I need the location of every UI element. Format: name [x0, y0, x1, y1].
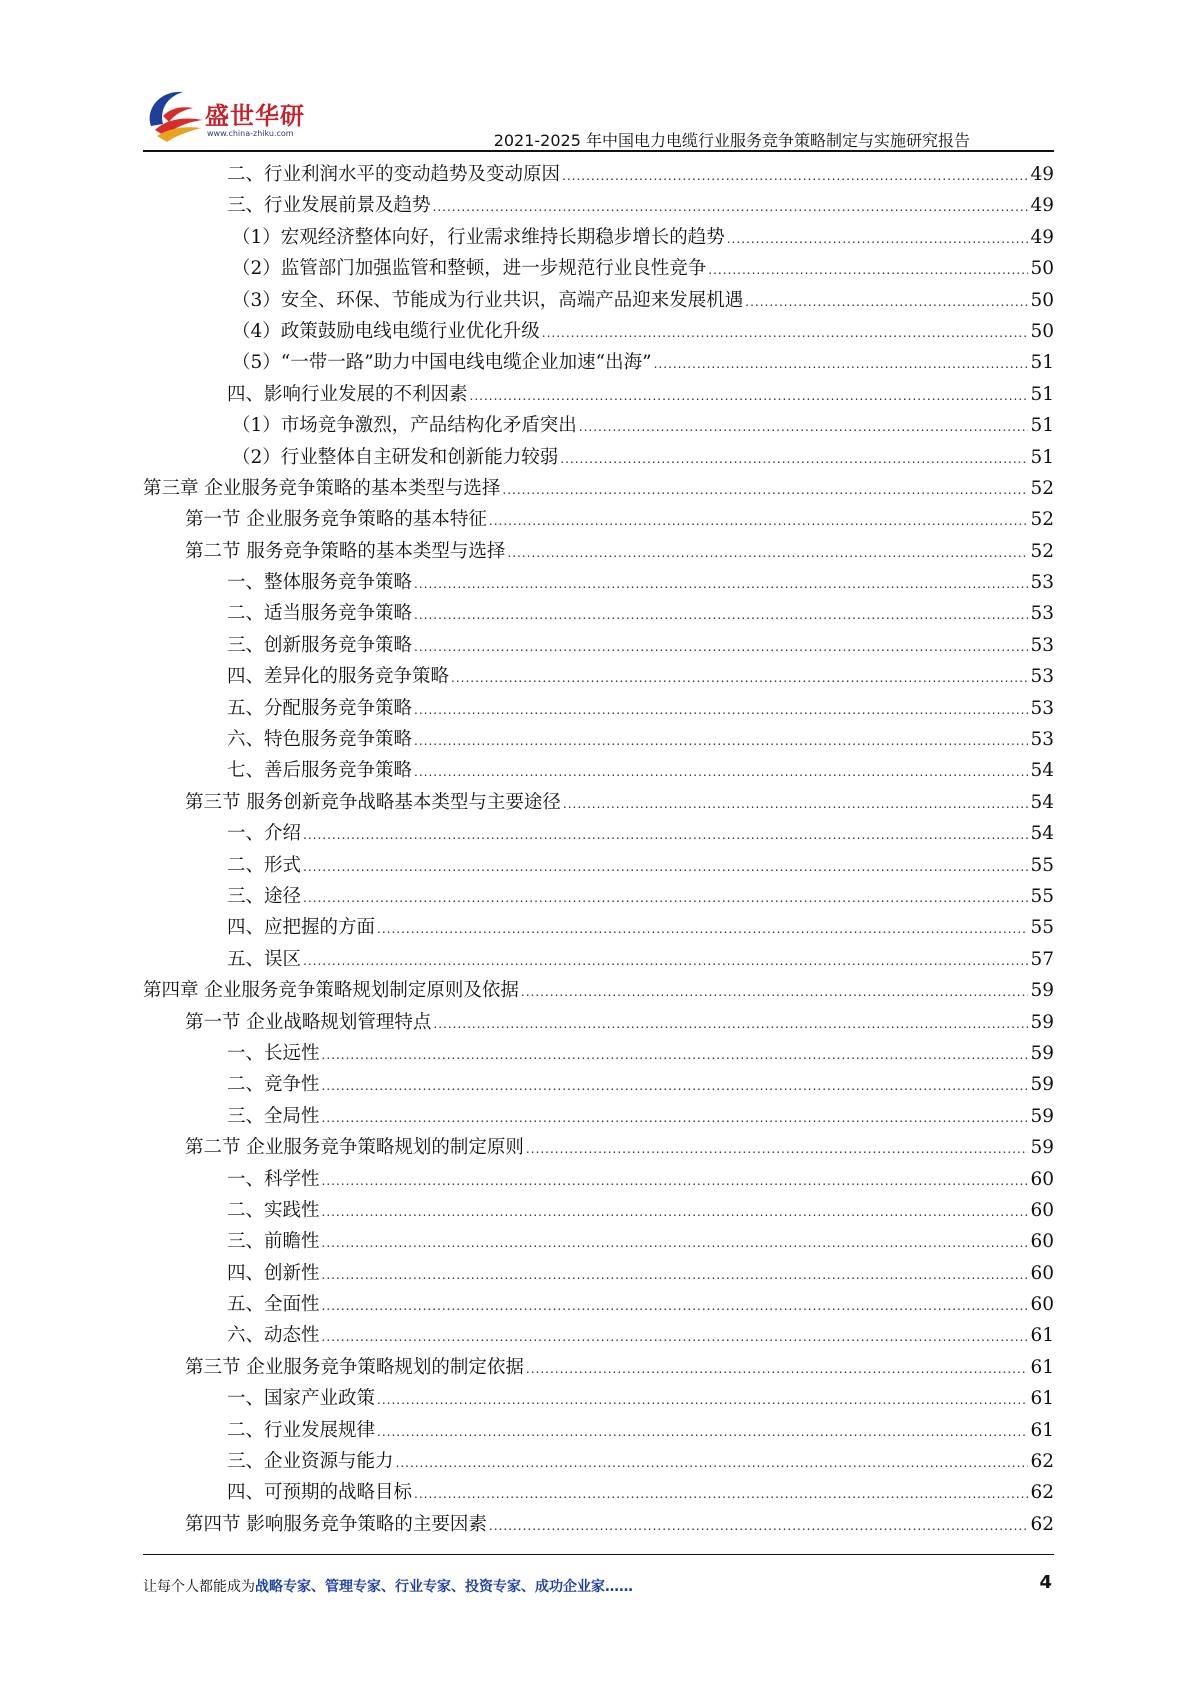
toc-entry-title: 四、创新性 — [227, 1262, 320, 1284]
toc-entry-page: 50 — [1030, 258, 1054, 280]
toc-entry[interactable] — [143, 1320, 1054, 1351]
company-logo — [143, 86, 333, 146]
toc-entry[interactable] — [143, 850, 1054, 881]
toc-entry[interactable] — [143, 442, 1054, 473]
toc-entry-page: 53 — [1030, 729, 1054, 751]
toc-leader-dots — [303, 946, 1028, 977]
toc-entry-title: 一、长远性 — [227, 1042, 320, 1064]
toc-entry-title: 第二节 服务竞争策略的基本类型与选择 — [185, 540, 506, 562]
toc-entry-title: 二、适当服务竞争策略 — [227, 603, 413, 625]
toc-entry[interactable] — [143, 1101, 1054, 1132]
toc-entry-page: 61 — [1030, 1325, 1054, 1347]
slogan-highlight: 战略专家、管理专家、行业专家、投资专家、成功企业家…… — [255, 1579, 633, 1595]
toc-entry-page: 53 — [1030, 666, 1054, 688]
toc-entry[interactable] — [143, 190, 1054, 221]
toc-leader-dots — [708, 255, 1028, 286]
toc-entry[interactable] — [143, 159, 1054, 190]
toc-leader-dots — [654, 349, 1029, 380]
toc-entry[interactable] — [143, 724, 1054, 755]
toc-leader-dots — [322, 1291, 1029, 1322]
toc-entry-page: 51 — [1030, 352, 1054, 374]
toc-entry[interactable] — [143, 630, 1054, 661]
toc-entry-title: 三、前瞻性 — [227, 1231, 320, 1253]
toc-leader-dots — [502, 475, 1028, 506]
toc-entry-page: 50 — [1030, 289, 1054, 311]
logo-name: 盛世华研 — [205, 102, 305, 130]
toc-entry-page: 51 — [1030, 383, 1054, 405]
toc-leader-dots — [414, 600, 1028, 631]
toc-entry-title: 六、动态性 — [227, 1325, 320, 1347]
toc-leader-dots — [377, 914, 1028, 945]
toc-entry-page: 59 — [1030, 980, 1054, 1002]
toc-entry[interactable] — [143, 1509, 1054, 1540]
toc-entry[interactable] — [143, 1446, 1054, 1477]
toc-entry-title: 六、特色服务竞争策略 — [227, 729, 413, 751]
toc-entry-page: 59 — [1030, 1042, 1054, 1064]
toc-entry[interactable] — [143, 567, 1054, 598]
toc-leader-dots — [322, 1040, 1029, 1071]
toc-entry-page: 51 — [1030, 415, 1054, 437]
toc-entry-title: 七、善后服务竞争策略 — [227, 760, 413, 782]
toc-entry[interactable] — [143, 1226, 1054, 1257]
toc-entry-title: 二、行业利润水平的变动趋势及变动原因 — [227, 164, 561, 185]
toc-leader-dots — [303, 883, 1028, 914]
toc-entry[interactable] — [143, 912, 1054, 943]
toc-entry[interactable] — [143, 379, 1054, 410]
toc-entry-title: 第二节 企业服务竞争策略规划的制定原则 — [185, 1137, 524, 1159]
toc-entry-title: 第一节 企业服务竞争策略的基本特征 — [185, 509, 487, 531]
toc-entry[interactable] — [143, 1164, 1054, 1195]
toc-leader-dots — [451, 663, 1028, 694]
toc-leader-dots — [414, 569, 1028, 600]
toc-entry-title: 一、国家产业政策 — [227, 1388, 376, 1410]
toc-entry-page: 59 — [1030, 1074, 1054, 1096]
toc-entry-title: 四、影响行业发展的不利因素 — [227, 383, 468, 405]
toc-leader-dots — [526, 1134, 1029, 1165]
header-divider — [143, 150, 1054, 152]
toc-leader-dots — [322, 1322, 1029, 1353]
toc-entry[interactable] — [143, 1415, 1054, 1446]
toc-leader-dots — [433, 192, 1029, 223]
logo-url: www.china-zhiku.com — [207, 129, 294, 138]
toc-entry-page: 60 — [1030, 1231, 1054, 1253]
toc-entry-title: 三、行业发展前景及趋势 — [227, 195, 431, 217]
toc-entry-page: 60 — [1030, 1199, 1054, 1221]
toc-entry[interactable] — [143, 536, 1054, 567]
toc-entry-title: 第三节 企业服务竞争策略规划的制定依据 — [185, 1356, 524, 1378]
toc-entry-title: 二、实践性 — [227, 1199, 320, 1221]
toc-entry-title: 三、创新服务竞争策略 — [227, 634, 413, 656]
toc-entry-page: 59 — [1030, 1105, 1054, 1127]
toc-entry-title: 二、行业发展规律 — [227, 1419, 376, 1441]
toc-entry-page: 53 — [1030, 634, 1054, 656]
toc-entry[interactable] — [143, 410, 1054, 441]
toc-entry-title: 一、整体服务竞争策略 — [227, 572, 413, 594]
toc-entry-page: 53 — [1030, 603, 1054, 625]
footer-slogan — [143, 1576, 633, 1596]
toc-entry[interactable] — [143, 1038, 1054, 1069]
toc-entry-page: 55 — [1030, 885, 1054, 907]
toc-entry[interactable] — [143, 1383, 1054, 1414]
toc-leader-dots — [727, 224, 1029, 255]
toc-entry-page: 57 — [1030, 948, 1054, 970]
toc-entry-title: （2）监管部门加强监管和整顿，进一步规范行业良性竞争 — [232, 258, 707, 280]
toc-entry[interactable] — [143, 473, 1054, 504]
toc-entry-title: 第一节 企业战略规划管理特点 — [185, 1011, 432, 1033]
toc-leader-dots — [542, 318, 1029, 349]
toc-entry[interactable] — [143, 1289, 1054, 1320]
toc-entry-title: （4）政策鼓励电线电缆行业优化升级 — [232, 320, 540, 342]
slogan-prefix: 让每个人都能成为 — [143, 1579, 255, 1595]
toc-entry-page: 49 — [1030, 164, 1054, 185]
toc-entry[interactable] — [143, 1069, 1054, 1100]
toc-entry-page: 53 — [1030, 572, 1054, 594]
toc-entry-title: （1）市场竞争激烈，产品结构化矛盾突出 — [232, 415, 577, 437]
toc-entry-page: 61 — [1030, 1356, 1054, 1378]
toc-entry-title: 一、科学性 — [227, 1168, 320, 1190]
toc-entry-title: 三、企业资源与能力 — [227, 1451, 394, 1473]
page-number: 4 — [1039, 1572, 1052, 1593]
toc-entry-page: 54 — [1030, 791, 1054, 813]
toc-entry-page: 52 — [1030, 540, 1054, 562]
toc-entry[interactable] — [143, 693, 1054, 724]
toc-entry-page: 62 — [1030, 1482, 1054, 1504]
toc-leader-dots — [322, 1103, 1029, 1134]
toc-entry-page: 53 — [1030, 697, 1054, 719]
toc-leader-dots — [303, 852, 1028, 883]
toc-entry-title: 二、形式 — [227, 854, 302, 876]
toc-entry-page: 60 — [1030, 1168, 1054, 1190]
toc-entry-page: 54 — [1030, 823, 1054, 845]
toc-leader-dots — [521, 977, 1029, 1008]
toc-entry[interactable] — [143, 1132, 1054, 1163]
toc-entry-page: 59 — [1030, 1011, 1054, 1033]
toc-leader-dots — [414, 1479, 1028, 1510]
toc-entry-title: 第三节 服务创新竞争战略基本类型与主要途径 — [185, 791, 561, 813]
toc-entry-title: （5）“一带一路”助力中国电线电缆企业加速“出海” — [232, 352, 652, 374]
toc-leader-dots — [322, 1228, 1029, 1259]
toc-entry-page: 49 — [1030, 195, 1054, 217]
toc-leader-dots — [322, 1166, 1029, 1197]
toc-entry-page: 62 — [1030, 1451, 1054, 1473]
toc-leader-dots — [563, 789, 1029, 820]
toc-leader-dots — [526, 1354, 1029, 1385]
toc-entry-page: 59 — [1030, 1137, 1054, 1159]
toc-entry-title: 四、差异化的服务竞争策略 — [227, 666, 450, 688]
toc-entry-title: 第四节 影响服务竞争策略的主要因素 — [185, 1513, 487, 1535]
toc-entry[interactable] — [143, 1195, 1054, 1226]
toc-entry-page: 52 — [1030, 509, 1054, 531]
toc-leader-dots — [414, 695, 1028, 726]
toc-entry[interactable] — [143, 1007, 1054, 1038]
toc-entry[interactable] — [143, 661, 1054, 692]
toc-leader-dots — [745, 287, 1028, 318]
toc-entry-page: 55 — [1030, 854, 1054, 876]
toc-entry[interactable] — [143, 285, 1054, 316]
toc-entry-page: 61 — [1030, 1419, 1054, 1441]
toc-entry-title: 五、全面性 — [227, 1294, 320, 1316]
toc-entry-page: 60 — [1030, 1262, 1054, 1284]
toc-leader-dots — [414, 726, 1028, 757]
toc-leader-dots — [322, 1260, 1029, 1291]
toc-entry-page: 61 — [1030, 1388, 1054, 1410]
toc-leader-dots — [562, 161, 1028, 192]
toc-leader-dots — [377, 1385, 1028, 1416]
toc-leader-dots — [322, 1071, 1029, 1102]
toc-entry-title: 第四章 企业服务竞争策略规划制定原则及依据 — [143, 980, 519, 1002]
table-of-contents — [143, 159, 1054, 1540]
toc-entry[interactable] — [143, 222, 1054, 253]
toc-leader-dots — [322, 1197, 1029, 1228]
toc-entry-title: （2）行业整体自主研发和创新能力较弱 — [232, 446, 559, 468]
toc-entry-title: 三、途径 — [227, 885, 302, 907]
toc-entry[interactable] — [143, 1258, 1054, 1289]
page-header — [0, 0, 1191, 150]
toc-entry-title: 第三章 企业服务竞争策略的基本类型与选择 — [143, 477, 501, 499]
toc-entry-title: 五、误区 — [227, 948, 302, 970]
toc-entry-page: 60 — [1030, 1294, 1054, 1316]
toc-entry[interactable] — [143, 316, 1054, 347]
toc-entry-title: 四、应把握的方面 — [227, 917, 376, 939]
toc-leader-dots — [579, 412, 1029, 443]
toc-entry-title: （1）宏观经济整体向好，行业需求维持长期稳步增长的趋势 — [232, 226, 725, 248]
toc-entry[interactable] — [143, 347, 1054, 378]
toc-entry-page: 49 — [1030, 226, 1054, 248]
toc-entry[interactable] — [143, 755, 1054, 786]
logo-emblem-icon — [143, 86, 207, 144]
toc-entry-title: 二、竞争性 — [227, 1074, 320, 1096]
toc-entry[interactable] — [143, 1477, 1054, 1508]
toc-leader-dots — [489, 1511, 1029, 1542]
toc-leader-dots — [489, 506, 1029, 537]
toc-entry[interactable] — [143, 1352, 1054, 1383]
toc-entry-page: 50 — [1030, 320, 1054, 342]
toc-entry-title: （3）安全、环保、节能成为行业共识，高端产品迎来发展机遇 — [232, 289, 744, 311]
toc-leader-dots — [377, 1417, 1028, 1448]
toc-leader-dots — [396, 1448, 1029, 1479]
report-title: 2021-2025 年中国电力电缆行业服务竞争策略制定与实施研究报告 — [493, 131, 970, 150]
toc-entry-page: 54 — [1030, 760, 1054, 782]
toc-leader-dots — [470, 381, 1029, 412]
toc-entry[interactable] — [143, 787, 1054, 818]
toc-entry-page: 62 — [1030, 1513, 1054, 1535]
toc-entry[interactable] — [143, 818, 1054, 849]
toc-entry-page: 52 — [1030, 477, 1054, 499]
toc-entry-title: 三、全局性 — [227, 1105, 320, 1127]
footer-divider — [143, 1554, 1054, 1555]
toc-entry-page: 51 — [1030, 446, 1054, 468]
toc-leader-dots — [303, 820, 1028, 851]
toc-entry-title: 五、分配服务竞争策略 — [227, 697, 413, 719]
toc-leader-dots — [414, 757, 1028, 788]
toc-entry-title: 一、介绍 — [227, 823, 302, 845]
toc-entry[interactable] — [143, 881, 1054, 912]
toc-leader-dots — [433, 1009, 1028, 1040]
toc-entry[interactable] — [143, 944, 1054, 975]
toc-entry[interactable] — [143, 598, 1054, 629]
toc-leader-dots — [507, 538, 1028, 569]
toc-entry[interactable] — [143, 504, 1054, 535]
toc-entry[interactable] — [143, 253, 1054, 284]
toc-entry-page: 55 — [1030, 917, 1054, 939]
toc-entry[interactable] — [143, 975, 1054, 1006]
toc-leader-dots — [560, 444, 1028, 475]
toc-entry-title: 四、可预期的战略目标 — [227, 1482, 413, 1504]
toc-leader-dots — [414, 632, 1028, 663]
